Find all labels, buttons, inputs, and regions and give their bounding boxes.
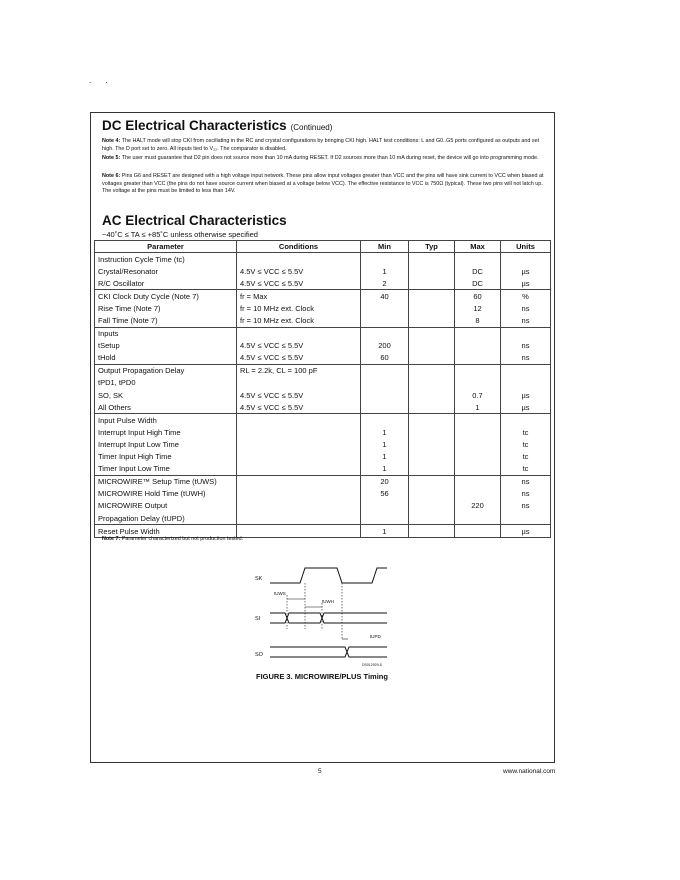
cell-typ xyxy=(409,512,455,525)
cell-cond: 4.5V ≤ VCC ≤ 5.5V xyxy=(237,389,361,401)
cell-units: ns xyxy=(501,302,551,314)
cell-min xyxy=(361,512,409,525)
cell-typ xyxy=(409,352,455,365)
table-row xyxy=(95,253,551,266)
cell-typ xyxy=(409,438,455,450)
table-row xyxy=(95,277,551,290)
footer-url[interactable]: www.national.com xyxy=(503,768,556,775)
cell-typ xyxy=(409,327,455,340)
cell-max: DC xyxy=(455,277,501,290)
cell-min: 2 xyxy=(361,277,409,290)
ac-temperature-condition: −40˚C ≤ TA ≤ +85˚C unless otherwise specified xyxy=(102,230,258,239)
cell-min: 1 xyxy=(361,451,409,463)
table-header-row xyxy=(95,241,551,253)
cell-param: CKI Clock Duty Cycle (Note 7) xyxy=(95,290,237,303)
cell-param: Interrupt Input Low Time xyxy=(95,438,237,450)
cell-param: Inputs xyxy=(95,327,237,340)
cell-cond xyxy=(237,451,361,463)
cell-cond: 4.5V ≤ VCC ≤ 5.5V xyxy=(237,340,361,352)
note-5-text: The user must guarantee that D2 pin does not source more than 10 mA during RESET. If D2 sources more than 10 mA during reset, the device will go into programming mode. xyxy=(121,155,539,161)
cell-param: Rise Time (Note 7) xyxy=(95,302,237,314)
so-waveform xyxy=(270,647,387,657)
table-row xyxy=(95,475,551,488)
cell-units: µs xyxy=(501,265,551,277)
cell-param: Instruction Cycle Time (tc) xyxy=(95,253,237,266)
cell-param: MICROWIRE Output xyxy=(95,500,237,512)
cell-param: MICROWIRE Hold Time (tUWH) xyxy=(95,488,237,500)
cell-cond: 4.5V ≤ VCC ≤ 5.5V xyxy=(237,265,361,277)
table-row xyxy=(95,500,551,512)
col-header-typ: Typ xyxy=(409,241,455,253)
table-row xyxy=(95,426,551,438)
cell-max xyxy=(455,377,501,389)
cell-units: µs xyxy=(501,525,551,538)
cell-cond: fr = 10 MHz ext. Clock xyxy=(237,302,361,314)
cell-max xyxy=(455,475,501,488)
table-row xyxy=(95,314,551,327)
cell-cond xyxy=(237,525,361,538)
cell-typ xyxy=(409,475,455,488)
cell-units: ns xyxy=(501,314,551,327)
cell-typ xyxy=(409,340,455,352)
cell-typ xyxy=(409,451,455,463)
cell-cond: RL = 2.2k, CL = 100 pF xyxy=(237,364,361,377)
cell-min xyxy=(361,414,409,427)
signal-label-si: SI xyxy=(255,616,261,622)
table-row xyxy=(95,463,551,476)
table-row xyxy=(95,265,551,277)
cell-units xyxy=(501,253,551,266)
cell-units xyxy=(501,512,551,525)
cell-units: tc xyxy=(501,463,551,476)
cell-typ xyxy=(409,314,455,327)
note-4-text: The HALT mode will stop CKI from oscillating in the RC and crystal configurations by bringing CKI high. HALT test conditions: L and G0..G5 ports configured as outputs and set high. The D port set to zero. All inputs tied to V₂₂. The comparator is disabled. xyxy=(102,138,540,152)
si-waveform xyxy=(270,613,387,623)
cell-typ xyxy=(409,265,455,277)
cell-param: Timer Input High Time xyxy=(95,451,237,463)
cell-typ xyxy=(409,290,455,303)
cell-typ xyxy=(409,463,455,476)
cell-typ xyxy=(409,401,455,414)
cell-max xyxy=(455,352,501,365)
microwire-timing-diagram xyxy=(252,563,392,669)
cell-min: 1 xyxy=(361,525,409,538)
cell-min xyxy=(361,389,409,401)
cell-typ xyxy=(409,364,455,377)
cell-typ xyxy=(409,414,455,427)
ac-characteristics-table xyxy=(94,240,551,538)
note-7-label: Note 7: xyxy=(102,536,121,542)
cell-param: Propagation Delay (tUPD) xyxy=(95,512,237,525)
table-row xyxy=(95,401,551,414)
cell-max: 1 xyxy=(455,401,501,414)
cell-max xyxy=(455,253,501,266)
cell-typ xyxy=(409,302,455,314)
cell-max: 0.7 xyxy=(455,389,501,401)
cell-units: ns xyxy=(501,500,551,512)
cell-units: tc xyxy=(501,451,551,463)
note-7-text: Parameter characterized but not production tested. xyxy=(121,536,244,542)
cell-param: MICROWIRE™ Setup Time (tUWS) xyxy=(95,475,237,488)
cell-param: tPD1, tPD0 xyxy=(95,377,237,389)
cell-units xyxy=(501,377,551,389)
cell-min: 1 xyxy=(361,438,409,450)
cell-cond xyxy=(237,475,361,488)
cell-param: Interrupt Input High Time xyxy=(95,426,237,438)
cell-max xyxy=(455,364,501,377)
cell-units: ns xyxy=(501,488,551,500)
cell-param: Output Propagation Delay xyxy=(95,364,237,377)
timing-label-tuwh: tUWH xyxy=(322,599,334,604)
cell-param: tSetup xyxy=(95,340,237,352)
cell-param: Fall Time (Note 7) xyxy=(95,314,237,327)
cell-cond xyxy=(237,463,361,476)
dc-continued-label: (Continued) xyxy=(290,123,333,132)
note-4-label: Note 4: xyxy=(102,138,121,144)
cell-min xyxy=(361,314,409,327)
cell-units: µs xyxy=(501,277,551,290)
cell-typ xyxy=(409,525,455,538)
cell-min: 1 xyxy=(361,426,409,438)
cell-max: DC xyxy=(455,265,501,277)
table-row xyxy=(95,364,551,377)
cell-min xyxy=(361,500,409,512)
table-row xyxy=(95,377,551,389)
table-row xyxy=(95,340,551,352)
cell-param: Timer Input Low Time xyxy=(95,463,237,476)
cell-units: ns xyxy=(501,340,551,352)
note-5-label: Note 5: xyxy=(102,155,121,161)
sk-waveform xyxy=(270,568,387,583)
cell-max xyxy=(455,525,501,538)
cell-min: 40 xyxy=(361,290,409,303)
cell-max: 220 xyxy=(455,500,501,512)
table-row xyxy=(95,488,551,500)
cell-units: µs xyxy=(501,389,551,401)
cell-param: Reset Pulse Width xyxy=(95,525,237,538)
cell-cond: fr = Max xyxy=(237,290,361,303)
table-body xyxy=(95,253,551,538)
header-dots: . . xyxy=(89,76,114,85)
figure-code: DS012929-5 xyxy=(362,663,382,667)
cell-units: % xyxy=(501,290,551,303)
cell-param: tHold xyxy=(95,352,237,365)
cell-min: 60 xyxy=(361,352,409,365)
cell-cond xyxy=(237,438,361,450)
cell-min xyxy=(361,327,409,340)
cell-units: ns xyxy=(501,352,551,365)
col-header-max: Max xyxy=(455,241,501,253)
timing-label-tupd: tUPD xyxy=(370,634,381,639)
table-row xyxy=(95,389,551,401)
cell-cond: 4.5V ≤ VCC ≤ 5.5V xyxy=(237,277,361,290)
cell-cond: fr = 10 MHz ext. Clock xyxy=(237,314,361,327)
cell-cond xyxy=(237,327,361,340)
note-7 xyxy=(102,536,243,542)
table-row xyxy=(95,438,551,450)
cell-max: 12 xyxy=(455,302,501,314)
cell-typ xyxy=(409,488,455,500)
cell-max xyxy=(455,463,501,476)
cell-typ xyxy=(409,253,455,266)
cell-min: 56 xyxy=(361,488,409,500)
cell-max xyxy=(455,512,501,525)
cell-param: R/C Oscillator xyxy=(95,277,237,290)
col-header-parameter: Parameter xyxy=(95,241,237,253)
cell-cond xyxy=(237,426,361,438)
dc-title-text: DC Electrical Characteristics xyxy=(102,118,287,133)
table-row xyxy=(95,414,551,427)
cell-cond xyxy=(237,377,361,389)
cell-max xyxy=(455,426,501,438)
signal-label-so: SO xyxy=(255,652,263,658)
timing-label-tuws: tUWS xyxy=(274,591,286,596)
col-header-conditions: Conditions xyxy=(237,241,361,253)
cell-max xyxy=(455,340,501,352)
col-header-min: Min xyxy=(361,241,409,253)
timing-reference-lines xyxy=(287,583,342,639)
cell-typ xyxy=(409,389,455,401)
table-row xyxy=(95,327,551,340)
cell-units: tc xyxy=(501,438,551,450)
note-4 xyxy=(102,138,548,153)
table-row xyxy=(95,290,551,303)
cell-min xyxy=(361,253,409,266)
cell-units xyxy=(501,327,551,340)
cell-cond xyxy=(237,253,361,266)
cell-units: µs xyxy=(501,401,551,414)
cell-min xyxy=(361,302,409,314)
cell-min: 1 xyxy=(361,265,409,277)
cell-max xyxy=(455,488,501,500)
cell-units xyxy=(501,364,551,377)
cell-cond: 4.5V ≤ VCC ≤ 5.5V xyxy=(237,401,361,414)
table-row xyxy=(95,302,551,314)
col-header-units: Units xyxy=(501,241,551,253)
dc-section-title xyxy=(102,118,332,133)
note-6-label: Note 6: xyxy=(102,173,121,179)
note-5 xyxy=(102,155,548,163)
cell-min xyxy=(361,377,409,389)
cell-param: Input Pulse Width xyxy=(95,414,237,427)
cell-param: Crystal/Resonator xyxy=(95,265,237,277)
cell-param: All Others xyxy=(95,401,237,414)
note-6 xyxy=(102,173,548,196)
cell-max: 60 xyxy=(455,290,501,303)
figure-caption: FIGURE 3. MICROWIRE/PLUS Timing xyxy=(256,672,388,681)
cell-min: 1 xyxy=(361,463,409,476)
cell-cond xyxy=(237,488,361,500)
cell-min xyxy=(361,364,409,377)
signal-label-sk: SK xyxy=(255,576,263,582)
cell-units: ns xyxy=(501,475,551,488)
cell-max xyxy=(455,451,501,463)
ac-section-title: AC Electrical Characteristics xyxy=(102,213,287,228)
cell-cond: 4.5V ≤ VCC ≤ 5.5V xyxy=(237,352,361,365)
cell-min: 200 xyxy=(361,340,409,352)
cell-cond xyxy=(237,500,361,512)
note-6-text: Pins G6 and RESET are designed with a high voltage input network. These pins allow input voltages greater than VCC and the pins will have sink current to VCC when biased at voltages greater than VCC (the pins do not have source current when biased at a voltage below VCC). The effective resistance to VCC is 750Ω (typical). These two pins will not latch up. The voltage at the pins must be limited to less than 14V. xyxy=(102,173,544,195)
cell-units: tc xyxy=(501,426,551,438)
cell-min xyxy=(361,401,409,414)
table-row xyxy=(95,451,551,463)
cell-param: SO, SK xyxy=(95,389,237,401)
cell-cond xyxy=(237,414,361,427)
cell-max xyxy=(455,414,501,427)
cell-max: 8 xyxy=(455,314,501,327)
cell-typ xyxy=(409,377,455,389)
table-row xyxy=(95,352,551,365)
cell-typ xyxy=(409,426,455,438)
cell-max xyxy=(455,327,501,340)
table-row xyxy=(95,512,551,525)
cell-typ xyxy=(409,277,455,290)
cell-min: 20 xyxy=(361,475,409,488)
page-number: 5 xyxy=(318,768,322,775)
cell-cond xyxy=(237,512,361,525)
cell-typ xyxy=(409,500,455,512)
cell-units xyxy=(501,414,551,427)
cell-max xyxy=(455,438,501,450)
